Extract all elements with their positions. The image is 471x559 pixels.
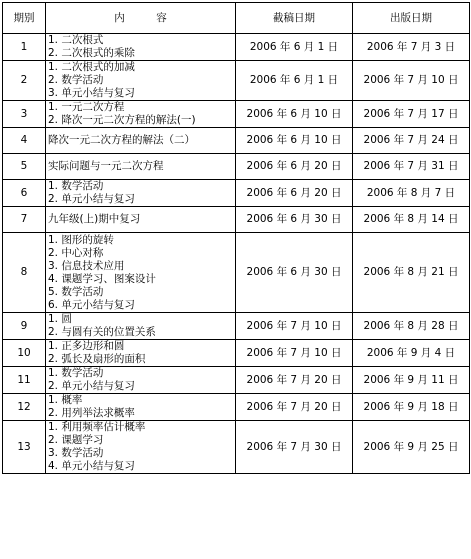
content-line: 1. 二次根式的加减 <box>48 61 135 73</box>
deadline-date: 2006 年 6 月 30 日 <box>236 233 353 313</box>
content-line: 1. 图形的旋转 <box>48 233 114 246</box>
deadline-date: 2006 年 7 月 10 日 <box>236 313 353 340</box>
deadline-date: 2006 年 6 月 20 日 <box>236 154 353 180</box>
deadline-date: 2006 年 6 月 10 日 <box>236 128 353 154</box>
publish-date: 2006 年 7 月 24 日 <box>353 128 470 154</box>
deadline-date: 2006 年 6 月 1 日 <box>236 61 353 101</box>
table-row <box>3 34 470 61</box>
header-content: 内 容 <box>46 3 236 34</box>
content-cell <box>46 340 236 367</box>
header-row <box>3 3 470 34</box>
content-line: 2. 课题学习 <box>48 434 104 446</box>
content-cell <box>46 421 236 474</box>
content-cell <box>46 128 236 154</box>
table-row <box>3 394 470 421</box>
content-line: 2. 数学活动 <box>48 74 104 86</box>
content-line: 6. 单元小结与复习 <box>48 298 135 311</box>
publish-date: 2006 年 8 月 28 日 <box>353 313 470 340</box>
content-cell <box>46 207 236 233</box>
content-line: 1. 数学活动 <box>48 180 104 192</box>
content-line: 2. 中心对称 <box>48 246 104 259</box>
content-line: 九年级(上)期中复习 <box>48 213 141 225</box>
content-line: 1. 利用频率估计概率 <box>48 421 146 433</box>
period-number: 11 <box>3 367 46 394</box>
period-number: 5 <box>3 154 46 180</box>
content-cell <box>46 180 236 207</box>
publish-date: 2006 年 7 月 3 日 <box>353 34 470 61</box>
header-period: 期别 <box>3 3 46 34</box>
table-row <box>3 207 470 233</box>
table-row <box>3 340 470 367</box>
deadline-date: 2006 年 7 月 10 日 <box>236 340 353 367</box>
content-line: 2. 二次根式的乘除 <box>48 47 135 59</box>
period-number: 6 <box>3 180 46 207</box>
schedule-table <box>2 2 470 474</box>
header-deadline: 截稿日期 <box>236 3 353 34</box>
table-row <box>3 313 470 340</box>
content-line: 实际问题与一元二次方程 <box>48 160 164 172</box>
publish-date: 2006 年 9 月 25 日 <box>353 421 470 474</box>
content-cell <box>46 367 236 394</box>
period-number: 8 <box>3 233 46 313</box>
publish-date: 2006 年 9 月 18 日 <box>353 394 470 421</box>
table-body <box>3 34 470 474</box>
content-line: 3. 数学活动 <box>48 447 104 459</box>
deadline-date: 2006 年 6 月 1 日 <box>236 34 353 61</box>
deadline-date: 2006 年 7 月 20 日 <box>236 367 353 394</box>
content-cell <box>46 233 236 313</box>
publish-date: 2006 年 8 月 7 日 <box>353 180 470 207</box>
content-cell <box>46 154 236 180</box>
table-row <box>3 367 470 394</box>
period-number: 12 <box>3 394 46 421</box>
period-number: 2 <box>3 61 46 101</box>
publish-date: 2006 年 8 月 21 日 <box>353 233 470 313</box>
table-row <box>3 61 470 101</box>
content-line: 2. 用列举法求概率 <box>48 407 135 419</box>
table-row <box>3 101 470 128</box>
period-number: 1 <box>3 34 46 61</box>
period-number: 7 <box>3 207 46 233</box>
content-line: 2. 弧长及扇形的面积 <box>48 353 146 365</box>
period-number: 13 <box>3 421 46 474</box>
content-cell <box>46 61 236 101</box>
content-line: 2. 降次一元二次方程的解法(一) <box>48 114 196 126</box>
table-row <box>3 233 470 313</box>
publish-date: 2006 年 7 月 17 日 <box>353 101 470 128</box>
content-line: 2. 单元小结与复习 <box>48 193 135 205</box>
content-line: 2. 与圆有关的位置关系 <box>48 326 156 338</box>
content-line: 1. 概率 <box>48 394 83 406</box>
deadline-date: 2006 年 6 月 20 日 <box>236 180 353 207</box>
content-cell <box>46 313 236 340</box>
deadline-date: 2006 年 6 月 30 日 <box>236 207 353 233</box>
publish-date: 2006 年 7 月 10 日 <box>353 61 470 101</box>
content-cell <box>46 394 236 421</box>
content-line: 3. 单元小结与复习 <box>48 87 135 99</box>
publish-date: 2006 年 8 月 14 日 <box>353 207 470 233</box>
content-line: 3. 信息技术应用 <box>48 259 125 272</box>
table-row <box>3 128 470 154</box>
table-row <box>3 154 470 180</box>
deadline-date: 2006 年 7 月 30 日 <box>236 421 353 474</box>
publish-date: 2006 年 9 月 11 日 <box>353 367 470 394</box>
period-number: 10 <box>3 340 46 367</box>
period-number: 4 <box>3 128 46 154</box>
content-cell <box>46 34 236 61</box>
deadline-date: 2006 年 6 月 10 日 <box>236 101 353 128</box>
content-line: 4. 单元小结与复习 <box>48 460 135 472</box>
content-line: 2. 单元小结与复习 <box>48 380 135 392</box>
table-row <box>3 180 470 207</box>
table-row <box>3 421 470 474</box>
content-line: 5. 数学活动 <box>48 285 104 298</box>
content-line: 1. 二次根式 <box>48 34 104 46</box>
content-line: 1. 数学活动 <box>48 367 104 379</box>
header-publish: 出版日期 <box>353 3 470 34</box>
publish-date: 2006 年 7 月 31 日 <box>353 154 470 180</box>
publish-date: 2006 年 9 月 4 日 <box>353 340 470 367</box>
period-number: 9 <box>3 313 46 340</box>
content-line: 1. 正多边形和圆 <box>48 340 125 352</box>
content-line: 降次一元二次方程的解法（二） <box>48 134 195 146</box>
content-line: 1. 圆 <box>48 313 72 325</box>
content-cell <box>46 101 236 128</box>
deadline-date: 2006 年 7 月 20 日 <box>236 394 353 421</box>
period-number: 3 <box>3 101 46 128</box>
content-line: 1. 一元二次方程 <box>48 101 125 113</box>
content-line: 4. 课题学习、图案设计 <box>48 272 156 285</box>
